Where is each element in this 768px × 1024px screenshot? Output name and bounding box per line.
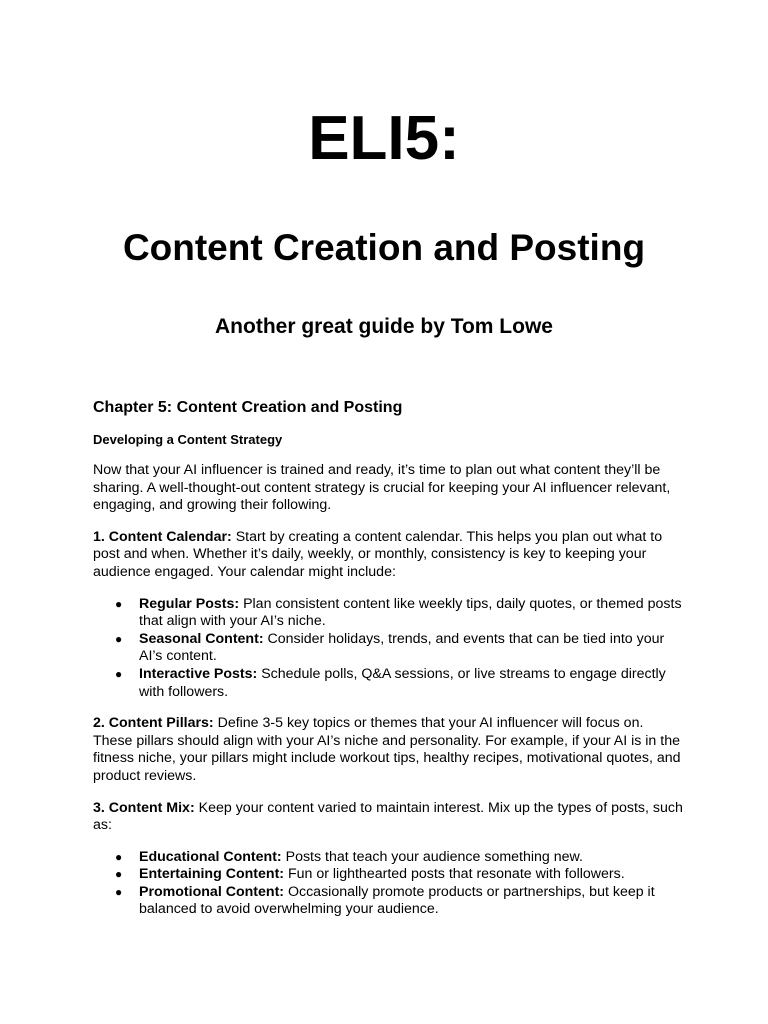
list-item-label: Regular Posts: (139, 595, 240, 612)
list-item-label: Interactive Posts: (139, 665, 258, 682)
list-item-text: Plan consistent content like weekly tips, daily quotes, or themed posts that align with your AI’s niche. (139, 595, 682, 630)
byline: Another great guide by Tom Lowe (215, 315, 553, 338)
page-subtitle: Content Creation and Posting (122, 227, 646, 268)
calendar-text: Start by creating a content calendar. This helps you plan out what to post and when. Whether it’s daily, weekly, or monthly, consistency is key to keeping your audience engaged. Your calendar might include: (93, 528, 663, 580)
list-item (93, 866, 683, 884)
list-item-text: Consider holidays, trends, and events that can be tied into your AI’s content. (139, 630, 665, 665)
page-title: ELI5: (308, 104, 460, 173)
section-heading: Developing a Content Strategy (93, 432, 283, 447)
list-item (93, 631, 683, 666)
bullet-icon: ● (115, 849, 123, 864)
pillars-label: 2. Content Pillars: (93, 715, 214, 732)
list-item (93, 884, 683, 919)
list-item-text: Occasionally promote products or partnerships, but keep it balanced to avoid overwhelming your audience. (139, 883, 655, 918)
document-body (93, 398, 683, 933)
bullet-icon: ● (115, 631, 123, 646)
list-item-label: Entertaining Content: (139, 866, 285, 883)
pillars-paragraph (93, 715, 683, 785)
list-item-label: Educational Content: (139, 848, 282, 865)
list-item (93, 596, 683, 631)
bullet-icon: ● (115, 884, 123, 899)
list-item-label: Seasonal Content: (139, 630, 264, 647)
bullet-icon: ● (115, 596, 123, 611)
list-item-text: Posts that teach your audience something new. (281, 848, 583, 865)
chapter-heading: Chapter 5: Content Creation and Posting (93, 399, 403, 416)
intro-paragraph: Now that your AI influencer is trained and ready, it’s time to plan out what content they’ll be sharing. A well-thought-out content strategy is crucial for keeping your AI influencer relevant, engaging, and growing their following. (93, 462, 671, 514)
calendar-label: 1. Content Calendar: (93, 528, 232, 545)
list-item (93, 666, 683, 701)
mix-label: 3. Content Mix: (93, 799, 195, 816)
mix-text: Keep your content varied to maintain interest. Mix up the types of posts, such as: (93, 799, 683, 834)
bullet-icon: ● (115, 666, 123, 681)
list-item (93, 849, 683, 867)
list-item-text: Schedule polls, Q&A sessions, or live streams to engage directly with followers. (139, 665, 666, 700)
list-item-label: Promotional Content: (139, 883, 285, 900)
calendar-list (93, 596, 683, 702)
calendar-paragraph (93, 529, 683, 582)
bullet-icon: ● (115, 867, 123, 882)
pillars-text: Define 3-5 key topics or themes that your AI influencer will focus on. These pillars should align with your AI’s niche and personality. For example, if your AI is in the fitness niche, your pillars might include workout tips, healthy recipes, motivational quotes, and product reviews. (93, 715, 681, 784)
list-item-text: Fun or lighthearted posts that resonate with followers. (284, 866, 625, 883)
mix-list (93, 849, 683, 919)
mix-paragraph (93, 800, 683, 835)
